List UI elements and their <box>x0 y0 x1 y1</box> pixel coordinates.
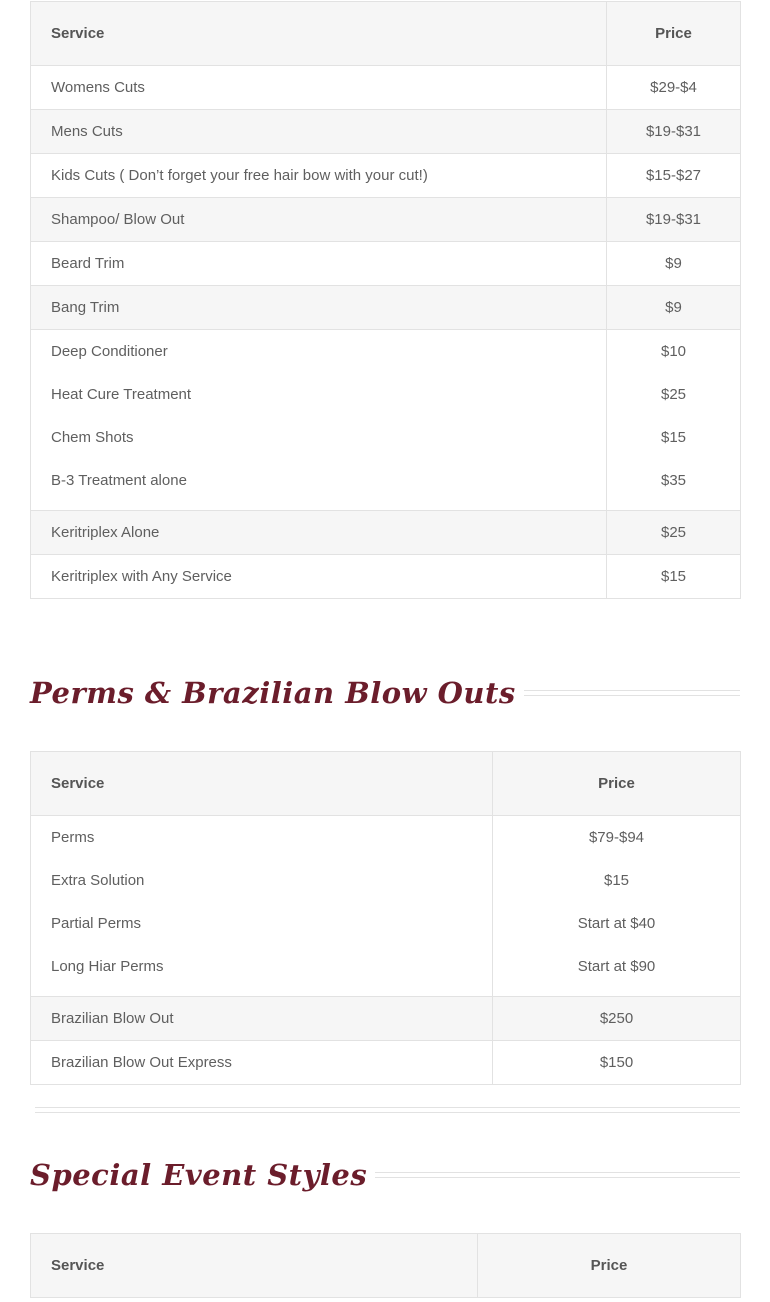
table-row <box>31 110 741 154</box>
table-row <box>31 198 741 242</box>
treatment-names <box>31 330 607 511</box>
service-price: $15 <box>660 429 687 446</box>
service-name: Brazilian Blow Out Express <box>31 1041 493 1085</box>
heading-divider <box>524 690 740 696</box>
service-column-header: Service <box>31 1234 478 1298</box>
perms-table <box>30 751 741 1085</box>
treatment-prices <box>607 330 741 511</box>
service-name: B-3 Treatment alone <box>51 472 187 489</box>
perm-names <box>31 816 493 997</box>
perms-section-heading <box>30 672 740 714</box>
service-price: $15 <box>603 872 630 889</box>
service-name: Kids Cuts ( Don’t forget your free hair bow with your cut!) <box>31 154 607 198</box>
service-name: Extra Solution <box>51 872 145 889</box>
service-price: $15 <box>607 555 741 599</box>
service-column-header: Service <box>31 752 493 816</box>
service-price: $9 <box>607 242 741 286</box>
table-header-row <box>31 752 741 816</box>
price-column-header: Price <box>478 1234 741 1298</box>
service-price: $35 <box>660 472 687 489</box>
service-price: $25 <box>607 511 741 555</box>
table-header-row <box>31 2 741 66</box>
table-row <box>31 242 741 286</box>
service-column-header: Service <box>31 2 607 66</box>
service-price: $150 <box>493 1041 741 1085</box>
service-name: Long Hiar Perms <box>51 958 164 975</box>
service-name: Perms <box>51 829 95 846</box>
section-divider <box>35 1107 740 1113</box>
service-price: $15-$27 <box>607 154 741 198</box>
service-name: Brazilian Blow Out <box>31 997 493 1041</box>
service-name: Shampoo/ Blow Out <box>31 198 607 242</box>
service-name: Womens Cuts <box>31 66 607 110</box>
service-name: Heat Cure Treatment <box>51 386 192 403</box>
price-column-header: Price <box>607 2 741 66</box>
service-price: $19-$31 <box>607 110 741 154</box>
service-price: $19-$31 <box>607 198 741 242</box>
service-name: Keritriplex Alone <box>31 511 607 555</box>
table-row <box>31 1041 741 1085</box>
service-price: $9 <box>607 286 741 330</box>
service-price: Start at $90 <box>577 958 656 975</box>
service-name: Mens Cuts <box>31 110 607 154</box>
table-row <box>31 154 741 198</box>
service-name: Deep Conditioner <box>51 343 168 360</box>
table-row-treatments <box>31 330 741 511</box>
service-name: Beard Trim <box>31 242 607 286</box>
heading-divider <box>375 1172 740 1178</box>
service-price: $10 <box>660 343 687 360</box>
price-column-header: Price <box>493 752 741 816</box>
table-row <box>31 997 741 1041</box>
service-price: $25 <box>660 386 687 403</box>
perm-prices <box>493 816 741 997</box>
service-name: Chem Shots <box>51 429 134 446</box>
table-row <box>31 66 741 110</box>
service-price: $29-$4 <box>607 66 741 110</box>
section-title: Special Event Styles <box>30 1158 368 1192</box>
table-row <box>31 555 741 599</box>
table-row-perms <box>31 816 741 997</box>
table-header-row <box>31 1234 741 1298</box>
section-title: Perms & Brazilian Blow Outs <box>30 676 516 710</box>
special-events-table <box>30 1233 741 1298</box>
service-name: Partial Perms <box>51 915 142 932</box>
service-name: Bang Trim <box>31 286 607 330</box>
service-price: $250 <box>493 997 741 1041</box>
hair-services-table <box>30 1 741 599</box>
service-price: Start at $40 <box>577 915 656 932</box>
table-row <box>31 286 741 330</box>
service-price: $79-$94 <box>588 829 645 846</box>
special-events-section-heading <box>30 1154 740 1196</box>
service-name: Keritriplex with Any Service <box>31 555 607 599</box>
table-row <box>31 511 741 555</box>
